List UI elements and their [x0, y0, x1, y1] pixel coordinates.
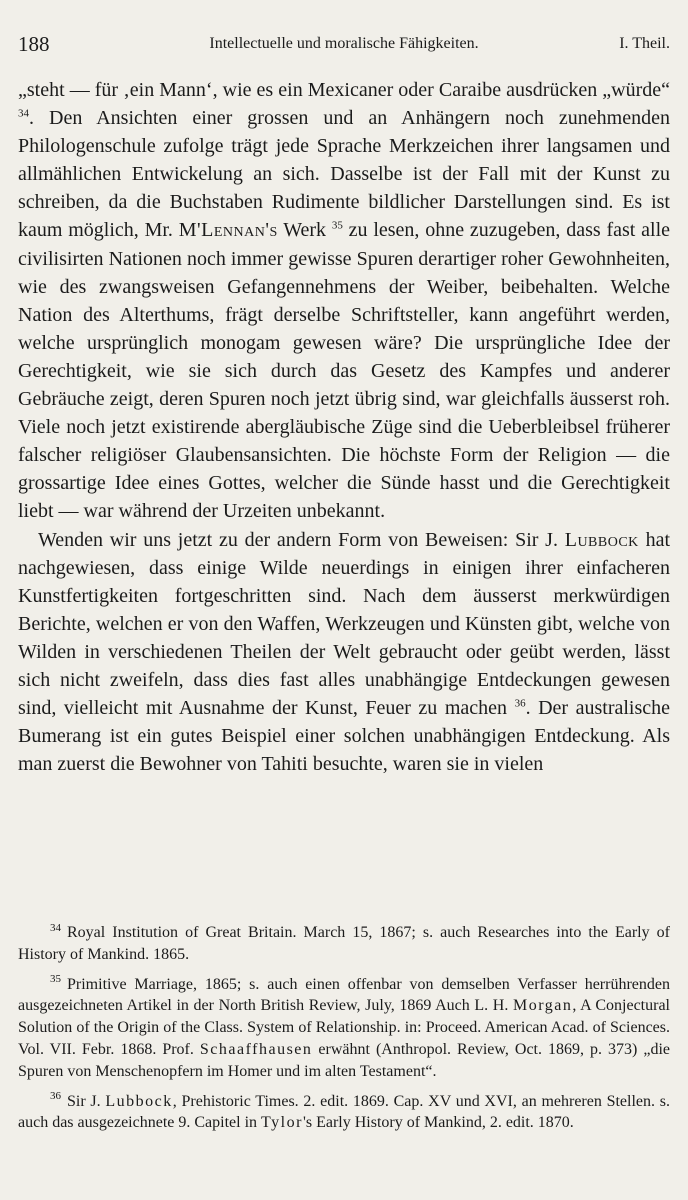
text-run: Lubbock — [105, 1092, 173, 1110]
footnotes — [18, 922, 670, 1142]
text-run: . Den Ansichten einer grossen und an Anhängern noch zunehmenden Philologenschule zufolge trägt jede Sprache Merkzeichen ihrer langsamen und allmählichen Entwickelung an sich. Dasselbe ist der Fall mit der Kunst zu schreiben, da die Buchstaben Rudimente bildlicher Darstellungen sind. Es ist kaum möglich, Mr. — [18, 107, 670, 242]
text-run: „steht — für ‚ein Mann‘, wie es ein Mexicaner oder Caraibe ausdrücken „würde“ — [18, 79, 670, 101]
body-text — [18, 76, 670, 778]
text-run: Tylor — [261, 1114, 303, 1132]
footnote: 36 Sir J. Lubbock, Prehistoric Times. 2. edit. 1869. Cap. XV und XVI, an mehreren Stellen. s. auch das ausgezeichnete 9. Capitel in Tylor's Early History of Mankind, 2. edit. 1870. — [18, 1090, 670, 1132]
text-run: . Der australische Bumerang ist ein gutes Beispiel einer solchen unabhängigen Entdeckung. Als man zuerst die Bewohner von Tahiti besuchte, waren sie in vielen — [18, 697, 671, 776]
paragraph — [18, 526, 670, 779]
text-run: Lubbock — [564, 528, 639, 551]
footnote: 35 Primitive Marriage, 1865; s. auch einen offenbar von demselben Verfasser herrührenden ausgezeichneten Artikel in der North British Review, July, 1869 Auch L. H. Morgan, A Conjectural Solution of the Origin of the Class. System of Relationship. in: Proceed. American Acad. of Sciences. Vol. VII. Febr. 1868. Prof. Schaaffhausen erwähnt (Anthropol. Review, Oct. 1869, p. 373) „die Spuren von Menschenopfern im Homer und im alten Testament“. — [18, 973, 671, 1080]
text-run: hat nachgewiesen, dass einige Wilde neuerdings in einigen ihrer einfacheren Kunstfertigkeiten fortgeschritten sind. Nach dem äusserst merkwürdigen Berichte, welchen er von den Waffen, Werkzeugen und Künsten gibt, welche von Wilden in verschiedenen Theilen der Welt gebraucht oder geübt werden, lässt sich nicht zweifeln, dass dies fast alles unabhängige Entdeckungen gewesen sind, vielleicht mit Ausnahme der Kunst, Feuer zu machen — [18, 528, 670, 720]
footnote: 34 Royal Institution of Great Britain. March 15, 1867; s. auch Researches into the Early of History of Mankind. 1865. — [18, 921, 670, 963]
text-run: , A Conjectural Solution of the Origin of the Class. System of Relationship. in: Proceed. American Acad. of Sciences. Vol. VII. Febr. 1868. Prof. — [18, 997, 670, 1058]
text-run: Werk — [277, 219, 332, 242]
part-label: I. Theil. — [619, 35, 670, 52]
text-run: Schaaffhausen — [199, 1040, 313, 1058]
text-run: Wenden wir uns jetzt zu der andern Form von Beweisen: Sir J. — [38, 528, 565, 551]
text-run: zu lesen, ohne zuzugeben, dass fast alle civilisirten Nationen noch immer gewisse Spuren derartiger roher Gewohnheiten, wie des zwangsweisen Gefangennehmens der Weiber, beibehalten. Welche Nation des Alterthums, frägt derselbe Schriftsteller, kann angeführt werden, welche ursprünglich monogam gewesen wäre? Die ursprüngliche Idee der Gerechtigkeit, wie sie sich durch das Gesetz des Kampfes und anderer Gebräuche zeigt, deren Spuren noch jetzt übrig sind, war gleichfalls äusserst roh. Viele noch jetzt existirende abergläubische Züge sind die Ueberbleibsel früherer falscher religiöser Glaubensansichten. Die höchste Form der Religion — die grossartige Idee eines Gottes, welcher die Sünde hasst und die Gerechtigkeit liebt — war während der Urzeiten unbekannt. — [18, 219, 671, 523]
page-number: 188 — [18, 32, 50, 56]
paragraph — [18, 76, 670, 526]
text-run: M'Lennan's — [178, 219, 278, 242]
running-title: Intellectuelle und moralische Fähigkeiten. — [209, 35, 479, 52]
text-run: Morgan — [512, 997, 573, 1015]
text-run: erwähnt (Anthropol. Review, Oct. 1869, p. 373) „die Spuren von Menschenopfern im Homer und im alten Testament“. — [18, 1040, 671, 1080]
footnote-reference: 35 — [331, 219, 343, 232]
text-run: , Prehistoric Times. 2. edit. 1869. Cap. XV und XVI, an mehreren Stellen. s. auch das ausgezeichnete 9. Capitel in — [18, 1092, 670, 1132]
footnote-reference: 36 — [514, 697, 526, 710]
running-header — [18, 32, 670, 56]
text-run: Primitive Marriage, 1865; s. auch einen offenbar von demselben Verfasser herrührenden ausgezeichneten Artikel in der North British Review, July, 1869 Auch L. H. — [18, 975, 670, 1015]
text-run: 's Early History of Mankind, 2. edit. 1870. — [302, 1114, 574, 1132]
footnote-reference: 34 — [18, 107, 29, 120]
text-run: Royal Institution of Great Britain. March 15, 1867; s. auch Researches into the Early of History of Mankind. 1865. — [18, 924, 670, 963]
text-run: Sir J. — [67, 1092, 106, 1110]
